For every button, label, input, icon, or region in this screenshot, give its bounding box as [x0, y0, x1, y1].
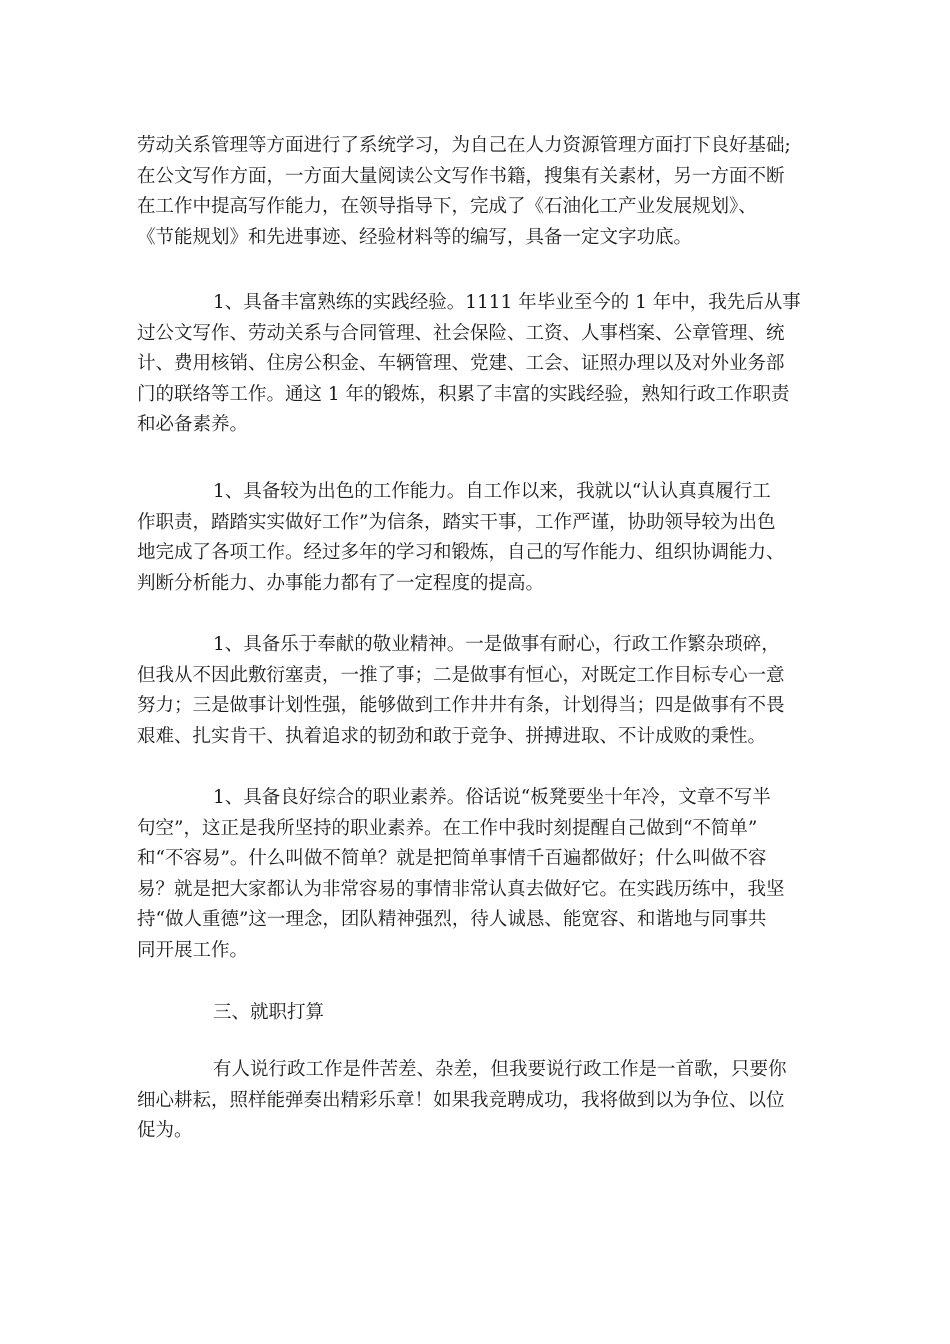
paragraph-practical-experience [137, 288, 813, 441]
text-line: 艰难、扎实肯干、执着追求的韧劲和敢于竞争、拼搏进取、不计成败的秉性。 [137, 725, 767, 747]
text-line: 过公文写作、劳动关系与合同管理、社会保险、工资、人事档案、公章管理、统 [137, 322, 785, 344]
paragraph-plan [137, 1055, 813, 1147]
paragraph-work-ability [137, 477, 813, 599]
text-line: 判断分析能力、办事能力都有了一定程度的提高。 [137, 572, 545, 594]
text-line: 1、具备乐于奉献的敬业精神。一是做事有耐心，行政工作繁杂琐碎， [213, 634, 780, 655]
text-line: 在工作中提高写作能力，在领导指导下，完成了《石油化工产业发展规划》、 [137, 196, 757, 217]
text-line: 但我从不因此敷衍塞责，一推了事；二是做事有恒心，对既定工作目标专心一意 [137, 664, 785, 686]
text-line: 促为。 [137, 1120, 193, 1141]
text-line: 1、具备较为出色的工作能力。自工作以来，我就以“认认真真履行工 [213, 481, 771, 502]
section-heading [137, 998, 813, 1029]
text-line: 地完成了各项工作。经过多年的学习和锻炼，自己的写作能力、组织协调能力、 [137, 542, 785, 563]
text-line: 1、具备良好综合的职业素养。俗话说“板凳要坐十年冷，文章不写半 [213, 787, 771, 808]
text-line: 《节能规划》和先进事迹、经验材料等的编写，具备一定文字功底。 [137, 226, 693, 248]
text-line: 劳动关系管理等方面进行了系统学习，为自己在人力资源管理方面打下良好基础; [137, 135, 791, 156]
text-line: 门的联络等工作。通这 1 年的锻炼，积累了丰富的实践经验，熟知行政工作职责 [137, 383, 790, 405]
text-line: 努力；三是做事计划性强，能够做到工作井井有条，计划得当；四是做事有不畏 [137, 695, 785, 716]
text-line: 易？就是把大家都认为非常容易的事情非常认真去做好它。在实践历练中，我坚 [137, 878, 785, 900]
paragraph-study-continuation [137, 131, 813, 253]
text-line: 句空”，这正是我所坚持的职业素养。在工作中我时刻提醒自己做到“不简单” [137, 817, 758, 839]
text-line: 在公文写作方面，一方面大量阅读公文写作书籍，搜集有关素材，另一方面不断 [137, 165, 785, 187]
heading-text: 三、就职打算 [213, 1002, 325, 1023]
text-line: 有人说行政工作是件苦差、杂差，但我要说行政工作是一首歌，只要你 [213, 1059, 787, 1080]
paragraph-dedication [137, 630, 813, 752]
text-line: 同开展工作。 [137, 939, 249, 961]
text-line: 作职责，踏踏实实做好工作”为信条，踏实干事，工作严谨，协助领导较为出色 [137, 511, 776, 533]
paragraph-professional-quality [137, 783, 813, 966]
text-line: 和“不容易”。什么叫做不简单？就是把简单事情千百遍都做好；什么叫做不容 [137, 848, 767, 869]
text-line: 持“做人重德”这一理念，团队精神强烈，待人诚恳、能宽容、和谐地与同事共 [137, 909, 767, 930]
text-line: 和必备素养。 [137, 414, 249, 435]
text-line: 计、费用核销、住房公积金、车辆管理、党建、工会、证照办理以及对外业务部 [137, 353, 785, 374]
text-line: 1、具备丰富熟练的实践经验。1111 年毕业至今的 1 年中，我先后从事 [213, 292, 801, 313]
text-line: 细心耕耘，照样能弹奏出精彩乐章！如果我竞聘成功，我将做到以为争位、以位 [137, 1089, 785, 1111]
